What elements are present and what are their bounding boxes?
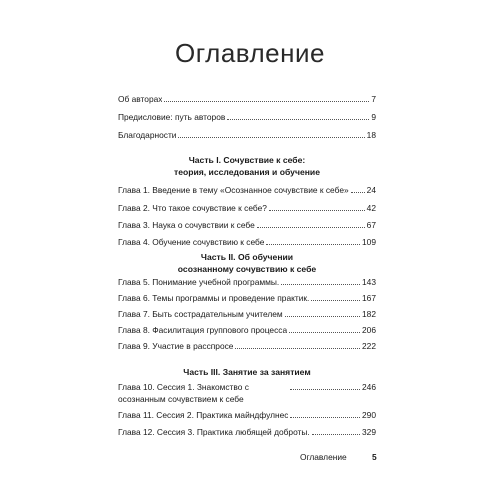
toc-entry-label: Глава 1. Введение в тему «Осознанное сочувствие к себе» xyxy=(118,185,349,195)
toc-entry-label: Глава 6. Темы программы и проведение практик. xyxy=(118,293,310,303)
part-title-line: осознанному сочувствию к себе xyxy=(177,264,317,274)
dot-leader xyxy=(290,381,360,390)
toc-entry-label: Глава 3. Наука о сочувствии к себе xyxy=(118,220,255,230)
toc-entry-label: Об авторах xyxy=(118,94,163,104)
dot-leader xyxy=(285,308,360,317)
toc-entry-page: 222 xyxy=(362,341,376,351)
dot-leader xyxy=(164,93,369,102)
toc-entry-chapter-9[interactable] xyxy=(118,340,376,352)
dot-leader xyxy=(312,426,360,435)
toc-entry-label: Глава 10. Сессия 1. Знакомство с осознанным сочувствием к себе xyxy=(118,382,249,404)
dot-leader xyxy=(290,409,360,418)
toc-entry-page: 290 xyxy=(362,410,376,420)
dot-leader xyxy=(266,236,360,245)
dot-leader xyxy=(289,324,360,333)
toc-entry-page: 67 xyxy=(366,220,376,230)
toc-entry-chapter-8[interactable] xyxy=(118,324,376,336)
toc-entry-chapter-7[interactable] xyxy=(118,308,376,320)
toc-entry-page: 167 xyxy=(362,293,376,303)
toc-entry-page: 109 xyxy=(362,237,376,247)
toc-entry-chapter-1[interactable] xyxy=(118,184,376,196)
toc-entry-chapter-2[interactable] xyxy=(118,202,376,214)
toc-entry-page: 7 xyxy=(371,94,376,104)
toc-entry-label: Глава 7. Быть сострадательным учителем xyxy=(118,309,283,319)
dot-leader xyxy=(257,219,365,228)
dot-leader xyxy=(178,129,364,138)
toc-entry-page: 9 xyxy=(371,112,376,122)
toc-entry-chapter-4[interactable] xyxy=(118,236,376,248)
toc-entry-label: Глава 9. Участие в расспросе xyxy=(118,341,234,351)
dot-leader xyxy=(281,276,360,285)
toc-entry-page: 206 xyxy=(362,325,376,335)
toc-entry-chapter-12[interactable] xyxy=(118,426,376,438)
toc-entry-label: Глава 11. Сессия 2. Практика майндфулнес xyxy=(118,410,289,420)
toc-entry-page: 329 xyxy=(362,427,376,437)
toc-entry-page: 182 xyxy=(362,309,376,319)
dot-leader xyxy=(235,340,360,349)
toc-entry-chapter-3[interactable] xyxy=(118,219,376,231)
running-footer-title: Оглавление xyxy=(300,452,347,462)
toc-entry-page: 42 xyxy=(366,203,376,213)
dot-leader xyxy=(351,184,365,193)
part-1-heading xyxy=(118,154,376,178)
toc-entry-page: 18 xyxy=(366,130,376,140)
toc-entry-label: Глава 2. Что такое сочувствие к себе? xyxy=(118,203,267,213)
toc-entry-label: Глава 8. Фасилитация группового процесса xyxy=(118,325,288,335)
toc-entry-acknowledgements[interactable] xyxy=(118,129,376,141)
page-title: Оглавление xyxy=(175,38,325,68)
part-title-line: Часть II. Об обучении xyxy=(200,252,294,262)
part-title-line: Часть I. Сочувствие к себе: xyxy=(188,155,306,165)
part-title-line: теория, исследования и обучение xyxy=(174,167,320,177)
page-number: 5 xyxy=(372,452,377,462)
toc-entry-about-authors[interactable] xyxy=(118,93,376,105)
toc-entry-preface[interactable] xyxy=(118,111,376,123)
toc-entry-label: Глава 4. Обучение сочувствию к себе xyxy=(118,237,265,247)
dot-leader xyxy=(269,202,365,211)
part-title-line: Часть III. Занятие за занятием xyxy=(183,367,311,377)
toc-entry-page: 246 xyxy=(362,382,376,392)
dot-leader xyxy=(311,292,360,301)
toc-entry-chapter-5[interactable] xyxy=(118,276,376,288)
part-3-heading xyxy=(118,366,376,378)
toc-entry-chapter-6[interactable] xyxy=(118,292,376,304)
toc-entry-label: Благодарности xyxy=(118,130,177,140)
toc-entry-chapter-11[interactable] xyxy=(118,409,376,421)
toc-entry-label: Предисловие: путь авторов xyxy=(118,112,226,122)
dot-leader xyxy=(227,111,369,120)
toc-entry-label: Глава 5. Понимание учебной программы. xyxy=(118,277,280,287)
toc-entry-chapter-10[interactable] xyxy=(118,381,376,405)
toc-entry-label: Глава 12. Сессия 3. Практика любящей доброты. xyxy=(118,427,310,437)
toc-entry-page: 24 xyxy=(366,185,376,195)
part-2-heading xyxy=(118,251,376,275)
toc-entry-page: 143 xyxy=(362,277,376,287)
